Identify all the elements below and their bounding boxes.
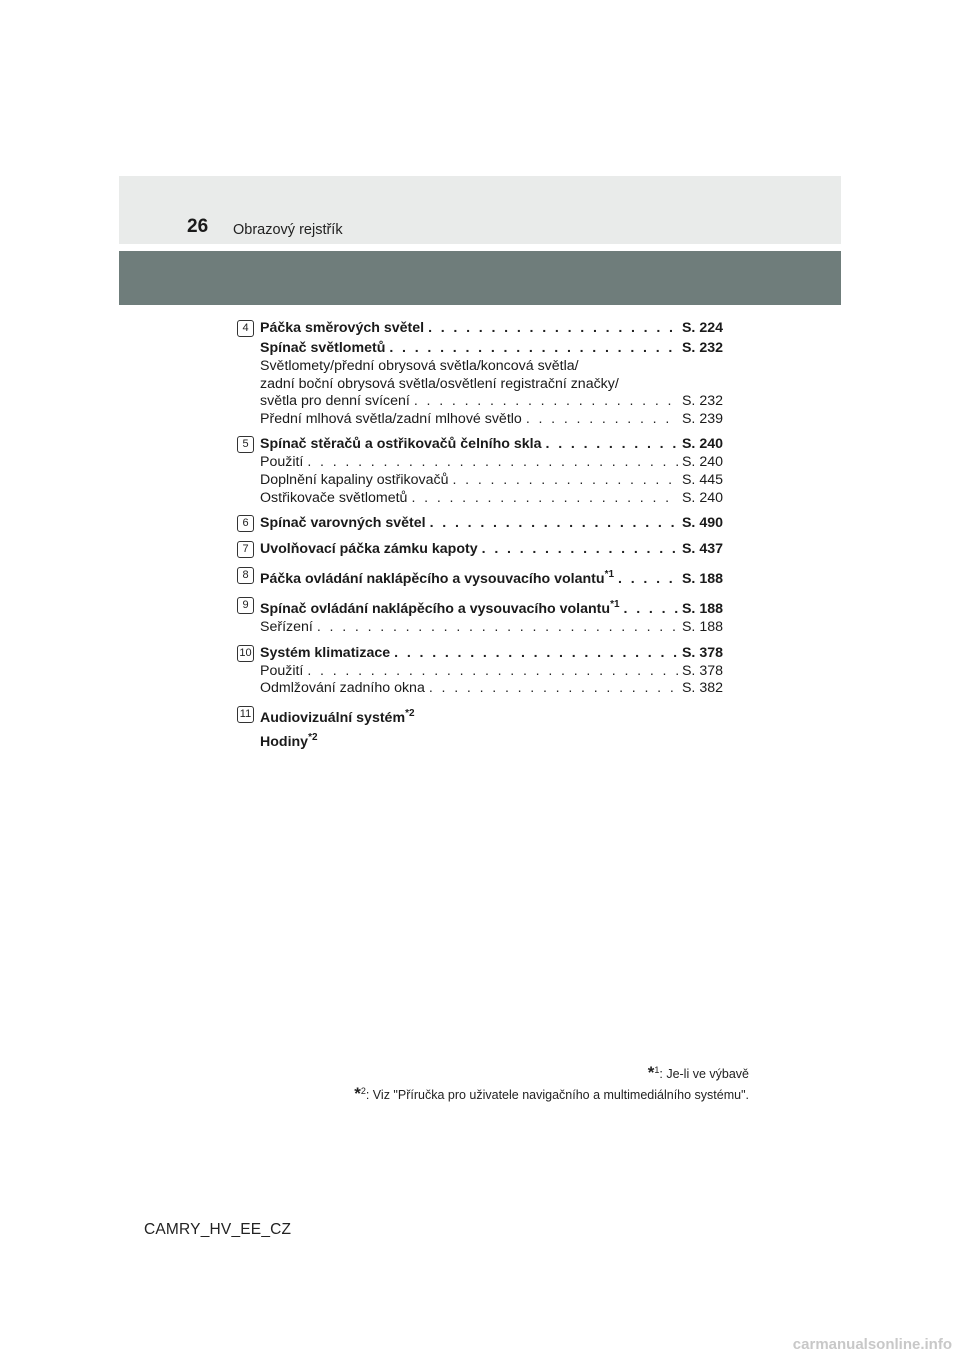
footnotes	[354, 1062, 749, 1104]
page-reference: S. 445	[681, 471, 723, 488]
index-entry	[260, 565, 723, 589]
dot-leader	[394, 643, 678, 663]
callout-number-badge: 5	[237, 436, 254, 453]
page-reference: S. 378	[681, 644, 723, 661]
footnote-marker: *2	[405, 707, 415, 719]
entry-label: Ostřikovače světlometů	[260, 489, 408, 506]
index-group	[237, 643, 723, 698]
entry-label: Audiovizuální systém$^{*2}$	[260, 707, 415, 726]
index-subentry	[260, 472, 723, 490]
footnote-1: *$^1$: Je-li ve výbavě	[647, 1063, 749, 1082]
index-subentry	[260, 376, 723, 394]
index-group	[237, 595, 723, 637]
dot-leader	[317, 619, 678, 637]
footnote-marker: *1	[610, 599, 620, 611]
index-subentry	[260, 358, 723, 376]
section-title: Obrazový rejstřík	[233, 222, 343, 238]
page-reference: S. 188	[681, 601, 723, 618]
index-group	[237, 539, 723, 559]
index-subentry	[260, 490, 723, 508]
index-group	[237, 434, 723, 507]
dot-leader	[624, 599, 678, 619]
index-list	[237, 318, 723, 758]
entry-label: Spínač varovných světel	[260, 515, 426, 532]
dot-leader	[546, 434, 678, 454]
dot-leader	[526, 411, 678, 429]
callout-number-badge: 11	[237, 706, 254, 723]
index-subentry	[260, 411, 723, 429]
index-entry	[260, 513, 723, 533]
entry-label: Použití	[260, 662, 304, 679]
callout-number-badge: 7	[237, 541, 254, 558]
title-bar	[119, 251, 841, 305]
page-reference: S. 188	[681, 571, 723, 588]
index-subentry	[260, 393, 723, 411]
index-entry	[260, 434, 723, 454]
page-reference: S. 240	[681, 489, 723, 506]
page-reference: S. 378	[681, 662, 723, 679]
footnote-marker: *1	[604, 569, 615, 581]
index-entry	[260, 595, 723, 619]
index-subentry	[260, 619, 723, 637]
callout-number-badge: 10	[237, 645, 254, 662]
entry-label: Páčka směrových světel	[260, 320, 425, 336]
page-reference: S. 188	[681, 619, 723, 636]
dot-leader	[430, 513, 678, 533]
page-reference: S. 239	[681, 410, 723, 427]
entry-label: světla pro denní svícení	[260, 393, 410, 410]
page-reference: S. 437	[681, 541, 723, 558]
page-reference: S. 240	[681, 454, 723, 471]
index-group	[237, 513, 723, 533]
page-number: 26	[187, 216, 209, 237]
page-reference: S. 382	[681, 680, 723, 697]
entry-label: Páčka ovládání naklápěcího a vysouvacího volantu$^{*1}$	[260, 569, 615, 588]
index-group	[237, 318, 723, 428]
callout-number-badge: 8	[237, 567, 254, 584]
page-reference: S. 232	[681, 340, 723, 356]
index-group	[237, 565, 723, 589]
entry-label: Spínač stěračů a ostřikovačů čelního skla	[260, 436, 542, 453]
footnote-2: *$^2$: Viz "Příručka pro uživatele navigačního a multimediálního systému".	[354, 1084, 749, 1103]
entry-label: Uvolňovací páčka zámku kapoty	[260, 541, 478, 558]
page-reference: S. 232	[681, 393, 723, 410]
footnote-marker: *2	[308, 731, 318, 743]
dot-leader	[429, 680, 678, 698]
entry-label: Systém klimatizace	[260, 644, 391, 661]
entry-label: Odmlžování zadního okna	[260, 680, 425, 697]
entry-label: Seřízení	[260, 619, 313, 636]
index-entry	[260, 318, 723, 338]
entry-label: Přední mlhová světla/zadní mlhové světlo	[260, 410, 522, 427]
callout-number-badge: 4	[237, 320, 254, 337]
dot-leader	[414, 393, 678, 411]
entry-label: Použití	[260, 454, 304, 471]
entry-label: Spínač ovládání naklápěcího a vysouvacího volantu$^{*1}$	[260, 599, 620, 618]
index-entry	[260, 704, 723, 728]
dot-leader	[482, 539, 678, 559]
entry-label: Spínač světlometů	[260, 340, 386, 356]
watermark: carmanualsonline.info	[792, 1336, 952, 1353]
header-band	[119, 176, 841, 244]
callout-number-badge: 6	[237, 515, 254, 532]
dot-leader	[389, 338, 678, 358]
entry-label: Doplnění kapaliny ostřikovačů	[260, 471, 449, 488]
index-entry	[260, 539, 723, 559]
entry-label: zadní boční obrysová světla/osvětlení registrační značky/	[260, 375, 619, 392]
index-entry	[260, 338, 723, 358]
index-entry	[260, 728, 723, 752]
dot-leader	[411, 490, 678, 508]
model-code: CAMRY_HV_EE_CZ	[144, 1221, 292, 1238]
page-reference: S. 240	[681, 436, 723, 453]
index-entry	[260, 643, 723, 663]
dot-leader	[452, 472, 677, 490]
dot-leader	[428, 318, 678, 338]
entry-label: Hodiny$^{*2}$	[260, 731, 318, 750]
page-reference: S. 490	[681, 515, 723, 532]
page-reference: S. 224	[681, 320, 723, 336]
callout-number-badge: 9	[237, 597, 254, 614]
index-subentry	[260, 663, 723, 681]
dot-leader	[618, 569, 678, 589]
index-group	[237, 704, 723, 752]
dot-leader	[307, 663, 678, 681]
entry-label: Světlomety/přední obrysová světla/koncová světla/	[260, 358, 579, 374]
dot-leader	[307, 454, 678, 472]
index-subentry	[260, 680, 723, 698]
index-subentry	[260, 454, 723, 472]
